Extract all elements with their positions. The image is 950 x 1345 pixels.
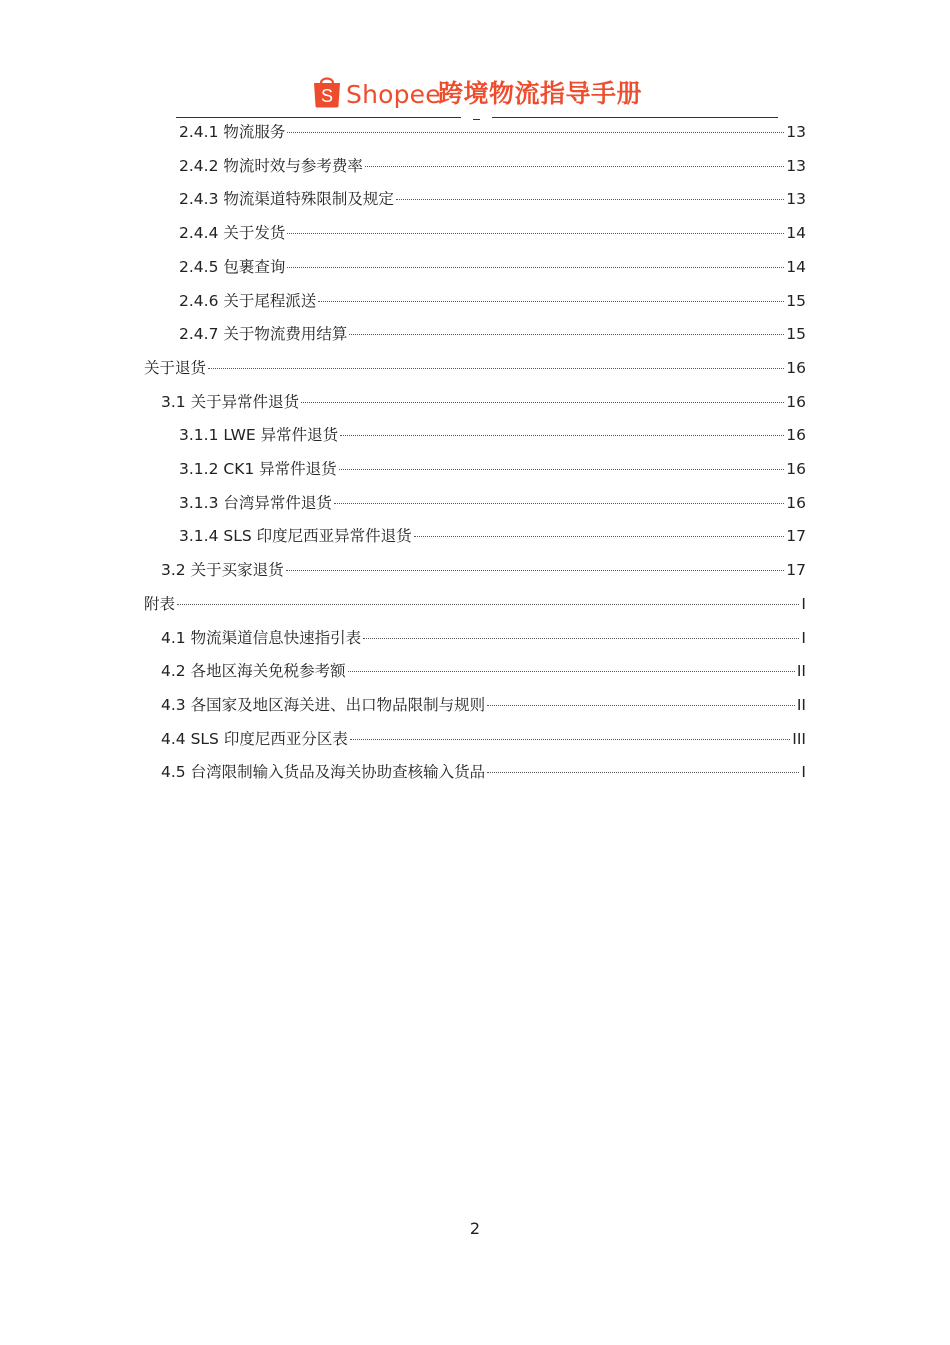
toc-dot-leader — [487, 772, 799, 773]
toc-entry-title: 3.1.3 台湾异常件退货 — [179, 494, 332, 512]
toc-entry[interactable] — [179, 154, 806, 178]
toc-entry[interactable] — [161, 659, 806, 683]
shopee-bag-icon — [312, 74, 342, 108]
toc-dot-leader — [350, 739, 790, 740]
toc-entry-page: III — [792, 730, 806, 748]
toc-entry-page: II — [796, 696, 806, 714]
toc-dot-leader — [349, 334, 784, 335]
toc-dot-leader — [208, 368, 784, 369]
toc-dot-leader — [318, 301, 784, 302]
toc-entry[interactable] — [179, 221, 806, 245]
toc-dot-leader — [301, 402, 784, 403]
toc-entry-page: I — [801, 629, 806, 647]
page-number: 2 — [469, 1219, 481, 1238]
toc-entry-page: 16 — [786, 359, 806, 377]
toc-entry[interactable] — [179, 187, 806, 211]
toc-entry-title: 2.4.2 物流时效与参考费率 — [179, 157, 363, 175]
toc-entry-page: 16 — [786, 460, 806, 478]
page-header — [0, 68, 950, 118]
toc-entry-title: 4.5 台湾限制输入货品及海关协助查核输入货品 — [161, 763, 486, 781]
toc-dot-leader — [287, 233, 784, 234]
toc-entry[interactable] — [161, 558, 806, 582]
toc-entry[interactable] — [179, 322, 806, 346]
toc-entry-page: 17 — [786, 527, 806, 545]
toc-entry-title: 4.4 SLS 印度尼西亚分区表 — [161, 730, 348, 748]
toc-dot-leader — [334, 503, 784, 504]
toc-entry[interactable] — [179, 289, 806, 313]
toc-entry[interactable] — [179, 524, 806, 548]
toc-entry-title: 2.4.5 包裹查询 — [179, 258, 286, 276]
toc-entry-title: 4.2 各地区海关免税参考额 — [161, 662, 346, 680]
toc-entry[interactable] — [144, 592, 806, 616]
toc-entry[interactable] — [161, 390, 806, 414]
toc-entry-title: 附表 — [144, 595, 176, 613]
toc-entry-page: 14 — [786, 224, 806, 242]
toc-entry[interactable] — [179, 457, 806, 481]
toc-dot-leader — [396, 199, 784, 200]
toc-entry-page: 14 — [786, 258, 806, 276]
toc-entry[interactable] — [161, 760, 806, 784]
toc-dot-leader — [287, 132, 784, 133]
toc-entry-title: 4.1 物流渠道信息快速指引表 — [161, 629, 362, 647]
toc-entry[interactable] — [161, 693, 806, 717]
toc-entry-title: 3.1.1 LWE 异常件退货 — [179, 426, 339, 444]
toc-dot-leader — [348, 671, 795, 672]
header-rule-right — [492, 117, 778, 118]
toc-entry-title: 2.4.7 关于物流费用结算 — [179, 325, 348, 343]
toc-dot-leader — [339, 469, 785, 470]
toc-entry[interactable] — [179, 491, 806, 515]
toc-entry-page: 17 — [786, 561, 806, 579]
toc-entry-title: 关于退货 — [144, 359, 207, 377]
toc-entry-title: 4.3 各国家及地区海关进、出口物品限制与规则 — [161, 696, 486, 714]
toc-entry-title: 3.1 关于异常件退货 — [161, 393, 300, 411]
toc-entry[interactable] — [161, 727, 806, 751]
toc-entry[interactable] — [144, 356, 806, 380]
toc-entry-page: 13 — [786, 123, 806, 141]
toc-entry-page: I — [801, 763, 806, 781]
toc-entry[interactable] — [179, 423, 806, 447]
logo-letter: S — [320, 86, 334, 106]
toc-dot-leader — [177, 604, 799, 605]
toc-entry[interactable] — [179, 120, 806, 144]
toc-entry-page: 15 — [786, 292, 806, 310]
toc-dot-leader — [487, 705, 795, 706]
toc-entry-page: 15 — [786, 325, 806, 343]
header-rule-left — [176, 117, 461, 118]
toc-entry-title: 3.2 关于买家退货 — [161, 561, 284, 579]
toc-dot-leader — [365, 166, 784, 167]
toc-entry-page: 16 — [786, 393, 806, 411]
brand-name: Shopee — [346, 80, 441, 109]
toc-entry-title: 3.1.4 SLS 印度尼西亚异常件退货 — [179, 527, 412, 545]
toc-dot-leader — [414, 536, 785, 537]
toc-entry-page: I — [801, 595, 806, 613]
toc-entry-page: II — [796, 662, 806, 680]
toc-dot-leader — [286, 570, 785, 571]
toc-entry-title: 2.4.6 关于尾程派送 — [179, 292, 317, 310]
toc-entry-title: 2.4.1 物流服务 — [179, 123, 286, 141]
toc-entry-title: 2.4.3 物流渠道特殊限制及规定 — [179, 190, 394, 208]
toc-entry[interactable] — [179, 255, 806, 279]
toc-entry-page: 16 — [786, 426, 806, 444]
toc-dot-leader — [287, 267, 784, 268]
toc-entry-title: 2.4.4 关于发货 — [179, 224, 286, 242]
toc-dot-leader — [363, 638, 799, 639]
toc-entry[interactable] — [161, 626, 806, 650]
toc-entry-page: 13 — [786, 190, 806, 208]
toc-entry-page: 16 — [786, 494, 806, 512]
toc-entry-page: 13 — [786, 157, 806, 175]
toc-dot-leader — [340, 435, 784, 436]
document-title: 跨境物流指导手册 — [438, 79, 643, 108]
toc-entry-title: 3.1.2 CK1 异常件退货 — [179, 460, 337, 478]
